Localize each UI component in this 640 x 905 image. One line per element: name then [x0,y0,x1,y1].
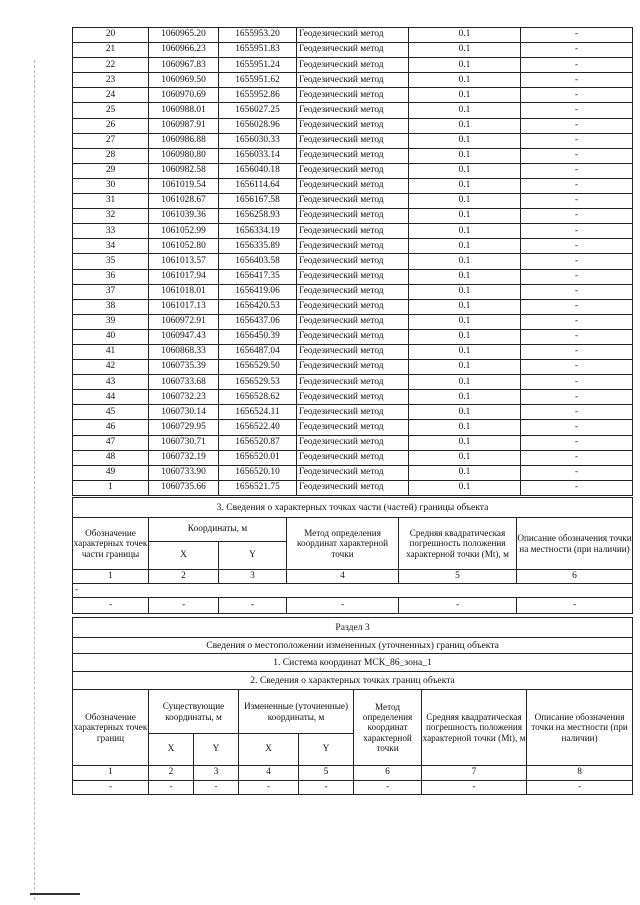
coord-x: 1060986.88 [149,133,219,148]
coord-y: 1655952.86 [219,88,297,103]
point-number: 46 [73,420,149,435]
method: Геодезический метод [297,58,409,73]
coord-y: 1656521.75 [219,480,297,495]
point-number: 33 [73,224,149,239]
point-number: 27 [73,133,149,148]
point-number: 40 [73,329,149,344]
point-number: 30 [73,178,149,193]
accuracy: 0.1 [409,73,521,88]
point-number: 32 [73,209,149,224]
accuracy: 0.1 [409,329,521,344]
description: - [521,269,633,284]
method: Геодезический метод [297,73,409,88]
coord-y: 1656040.18 [219,163,297,178]
description: - [521,314,633,329]
method: Геодезический метод [297,405,409,420]
coord-x: 1061013.57 [149,254,219,269]
description: - [521,405,633,420]
s3-header-x2: X [239,734,299,766]
coord-y: 1656033.14 [219,148,297,163]
s3-header-designation: Обозначение характерных точек границ [73,690,149,766]
coord-y: 1656114.64 [219,178,297,193]
point-number: 43 [73,375,149,390]
coord-x: 1060730.14 [149,405,219,420]
parts-header-y: Y [219,542,287,570]
point-number: 26 [73,118,149,133]
coord-x: 1060969.50 [149,73,219,88]
table-row [73,178,633,193]
accuracy: 0.1 [409,178,521,193]
description: - [521,88,633,103]
coord-x: 1060972.91 [149,314,219,329]
method: Геодезический метод [297,314,409,329]
point-number: 34 [73,239,149,254]
coord-x: 1061018.01 [149,284,219,299]
coord-y: 1656522.40 [219,420,297,435]
table-row [73,43,633,58]
coord-x: 1060733.90 [149,465,219,480]
description: - [521,178,633,193]
accuracy: 0.1 [409,194,521,209]
description: - [521,163,633,178]
point-number: 48 [73,450,149,465]
table-row [73,133,633,148]
point-number: 23 [73,73,149,88]
accuracy: 0.1 [409,299,521,314]
description: - [521,254,633,269]
table-row [73,224,633,239]
table-row [73,194,633,209]
s3-col-number: 4 [239,766,299,781]
s3-header-accuracy: Средняя квадратическая погрешность положения характерной точки (Mt), м [422,690,527,766]
method: Геодезический метод [297,480,409,495]
table-row [73,420,633,435]
method: Геодезический метод [297,178,409,193]
method: Геодезический метод [297,269,409,284]
coord-y: 1656520.01 [219,450,297,465]
accuracy: 0.1 [409,284,521,299]
accuracy: 0.1 [409,103,521,118]
coord-y: 1656520.87 [219,435,297,450]
coord-x: 1060988.01 [149,103,219,118]
coord-x: 1060733.68 [149,375,219,390]
s3-dash-cell: - [73,781,149,795]
method: Геодезический метод [297,209,409,224]
point-number: 39 [73,314,149,329]
table-row [73,58,633,73]
coord-y: 1656487.04 [219,344,297,359]
coord-x: 1060735.39 [149,360,219,375]
parts-col-number: 2 [149,570,219,584]
table-row [73,239,633,254]
point-number: 20 [73,28,149,43]
method: Геодезический метод [297,239,409,254]
s3-dash-cell: - [149,781,194,795]
boundary-points-body [73,28,633,496]
s3-header-method: Метод определения координат характерной точки [354,690,422,766]
parts-dash-cell: - [517,598,633,614]
point-number: 31 [73,194,149,209]
accuracy: 0.1 [409,88,521,103]
description: - [521,299,633,314]
s3-dash-cell: - [239,781,299,795]
parts-header-method: Метод определения координат характерной точки [287,518,399,570]
point-number: 42 [73,360,149,375]
parts-col-number: 6 [517,570,633,584]
parts-section-title: 3. Сведения о характерных точках части (частей) границы объекта [73,498,633,518]
method: Геодезический метод [297,118,409,133]
s3-col-number: 3 [194,766,239,781]
s3-header-y2: Y [299,734,354,766]
table-row [73,28,633,43]
method: Геодезический метод [297,360,409,375]
table-row [73,450,633,465]
method: Геодезический метод [297,435,409,450]
description: - [521,28,633,43]
coord-x: 1061017.13 [149,299,219,314]
description: - [521,284,633,299]
description: - [521,480,633,495]
s3-dash-cell: - [194,781,239,795]
method: Геодезический метод [297,254,409,269]
point-number: 28 [73,148,149,163]
coord-x: 1060729.95 [149,420,219,435]
parts-col-number: 5 [399,570,517,584]
point-number: 47 [73,435,149,450]
description: - [521,133,633,148]
coord-y: 1656334.19 [219,224,297,239]
accuracy: 0.1 [409,465,521,480]
coord-y: 1656027.25 [219,103,297,118]
coord-y: 1656419.06 [219,284,297,299]
description: - [521,450,633,465]
coord-y: 1656450.39 [219,329,297,344]
parts-dash-single: - [73,584,633,598]
s3-header-description: Описание обозначения точки на местности (при наличии) [527,690,633,766]
table-row [73,329,633,344]
accuracy: 0.1 [409,450,521,465]
coord-y: 1656028.96 [219,118,297,133]
s3-header-x1: X [149,734,194,766]
s3-col-number: 2 [149,766,194,781]
table-row [73,73,633,88]
point-number: 38 [73,299,149,314]
coord-x: 1060730.71 [149,435,219,450]
coord-y: 1656167.58 [219,194,297,209]
section3-points-title: 2. Сведения о характерных точках границ объекта [73,672,633,690]
accuracy: 0.1 [409,58,521,73]
s3-dash-cell: - [527,781,633,795]
accuracy: 0.1 [409,269,521,284]
method: Геодезический метод [297,148,409,163]
coord-x: 1061017.94 [149,269,219,284]
coord-x: 1060732.19 [149,450,219,465]
point-number: 21 [73,43,149,58]
parts-dash-cell: - [73,598,149,614]
table-row [73,148,633,163]
table-row [73,163,633,178]
method: Геодезический метод [297,28,409,43]
parts-col-number: 1 [73,570,149,584]
method: Геодезический метод [297,88,409,103]
coord-y: 1656403.58 [219,254,297,269]
parts-header-description: Описание обозначения точки на местности (при наличии) [517,518,633,570]
s3-col-number: 7 [422,766,527,781]
parts-dash-cell: - [287,598,399,614]
table-row [73,269,633,284]
parts-header-accuracy: Средняя квадратическая погрешность положения характерной точки (Mt), м [399,518,517,570]
accuracy: 0.1 [409,28,521,43]
coord-y: 1656529.50 [219,360,297,375]
description: - [521,43,633,58]
accuracy: 0.1 [409,118,521,133]
table-row [73,390,633,405]
coord-y: 1656420.53 [219,299,297,314]
point-number: 44 [73,390,149,405]
coord-y: 1655953.20 [219,28,297,43]
s3-dash-cell: - [354,781,422,795]
point-number: 41 [73,344,149,359]
description: - [521,390,633,405]
accuracy: 0.1 [409,344,521,359]
table-row [73,299,633,314]
description: - [521,58,633,73]
accuracy: 0.1 [409,480,521,495]
method: Геодезический метод [297,103,409,118]
method: Геодезический метод [297,133,409,148]
accuracy: 0.1 [409,420,521,435]
table-row [73,314,633,329]
coord-y: 1656524.11 [219,405,297,420]
description: - [521,194,633,209]
description: - [521,209,633,224]
coord-y: 1656520.10 [219,465,297,480]
accuracy: 0.1 [409,239,521,254]
coord-y: 1656437.06 [219,314,297,329]
s3-header-y1: Y [194,734,239,766]
description: - [521,118,633,133]
point-number: 22 [73,58,149,73]
coord-x: 1060732.23 [149,390,219,405]
description: - [521,465,633,480]
description: - [521,73,633,88]
accuracy: 0.1 [409,133,521,148]
parts-dash-cell: - [219,598,287,614]
s3-col-number: 5 [299,766,354,781]
point-number: 36 [73,269,149,284]
accuracy: 0.1 [409,224,521,239]
table-row [73,103,633,118]
s3-col-number: 1 [73,766,149,781]
section3-subtitle: Сведения о местоположении измененных (уточненных) границ объекта [73,638,633,654]
method: Геодезический метод [297,344,409,359]
accuracy: 0.1 [409,43,521,58]
accuracy: 0.1 [409,163,521,178]
method: Геодезический метод [297,224,409,239]
section3-table [72,617,633,795]
table-row [73,284,633,299]
coord-y: 1656258.93 [219,209,297,224]
accuracy: 0.1 [409,209,521,224]
accuracy: 0.1 [409,314,521,329]
table-row [73,480,633,495]
coord-y: 1656417.35 [219,269,297,284]
accuracy: 0.1 [409,405,521,420]
coord-y: 1655951.24 [219,58,297,73]
parts-header-coords: Координаты, м [149,518,287,542]
description: - [521,224,633,239]
accuracy: 0.1 [409,148,521,163]
description: - [521,360,633,375]
coord-x: 1060970.69 [149,88,219,103]
point-number: 45 [73,405,149,420]
coord-x: 1061039.36 [149,209,219,224]
coord-x: 1060987.91 [149,118,219,133]
point-number: 35 [73,254,149,269]
coord-x: 1060980.80 [149,148,219,163]
parts-header-x: X [149,542,219,570]
parts-dash-cell: - [399,598,517,614]
footer-rule [30,893,80,895]
method: Геодезический метод [297,375,409,390]
accuracy: 0.1 [409,254,521,269]
table-row [73,405,633,420]
point-number: 24 [73,88,149,103]
description: - [521,329,633,344]
point-number: 49 [73,465,149,480]
method: Геодезический метод [297,194,409,209]
table-row [73,254,633,269]
table-row [73,435,633,450]
method: Геодезический метод [297,420,409,435]
coord-x: 1061052.80 [149,239,219,254]
description: - [521,435,633,450]
s3-header-existing: Существующие координаты, м [149,690,239,734]
method: Геодезический метод [297,284,409,299]
point-number: 25 [73,103,149,118]
s3-col-number: 6 [354,766,422,781]
coord-x: 1060868.33 [149,344,219,359]
parts-header-designation: Обозначение характерных точек части границы [73,518,149,570]
table-row [73,344,633,359]
coord-x: 1060947.43 [149,329,219,344]
table-row [73,465,633,480]
description: - [521,239,633,254]
s3-dash-cell: - [422,781,527,795]
parts-dash-cell: - [149,598,219,614]
coord-x: 1060967.83 [149,58,219,73]
coord-y: 1656528.62 [219,390,297,405]
accuracy: 0.1 [409,375,521,390]
table-row [73,375,633,390]
coord-x: 1060982.58 [149,163,219,178]
table-row [73,118,633,133]
boundary-points-table [72,27,633,496]
method: Геодезический метод [297,450,409,465]
coord-x: 1060965.20 [149,28,219,43]
accuracy: 0.1 [409,435,521,450]
table-row [73,88,633,103]
point-number: 37 [73,284,149,299]
coord-x: 1061052.99 [149,224,219,239]
method: Геодезический метод [297,329,409,344]
coord-y: 1656030.33 [219,133,297,148]
scan-margin-line [34,60,35,900]
s3-col-number: 8 [527,766,633,781]
coord-system: 1. Система координат МСК_86_зона_1 [73,654,633,672]
description: - [521,344,633,359]
description: - [521,420,633,435]
method: Геодезический метод [297,163,409,178]
point-number: 1 [73,480,149,495]
table-row [73,360,633,375]
coord-y: 1655951.62 [219,73,297,88]
method: Геодезический метод [297,465,409,480]
coord-x: 1061028.67 [149,194,219,209]
parts-points-table [72,497,633,614]
coord-x: 1060735.66 [149,480,219,495]
description: - [521,103,633,118]
s3-header-changed: Измененные (уточненные) координаты, м [239,690,354,734]
section3-heading: Раздел 3 [73,618,633,638]
coord-y: 1655951.83 [219,43,297,58]
method: Геодезический метод [297,390,409,405]
description: - [521,375,633,390]
accuracy: 0.1 [409,390,521,405]
method: Геодезический метод [297,299,409,314]
coord-x: 1060966.23 [149,43,219,58]
method: Геодезический метод [297,43,409,58]
accuracy: 0.1 [409,360,521,375]
s3-dash-cell: - [299,781,354,795]
description: - [521,148,633,163]
parts-col-number: 3 [219,570,287,584]
parts-col-number: 4 [287,570,399,584]
table-row [73,209,633,224]
coord-y: 1656529.53 [219,375,297,390]
point-number: 29 [73,163,149,178]
coord-x: 1061019.54 [149,178,219,193]
coord-y: 1656335.89 [219,239,297,254]
